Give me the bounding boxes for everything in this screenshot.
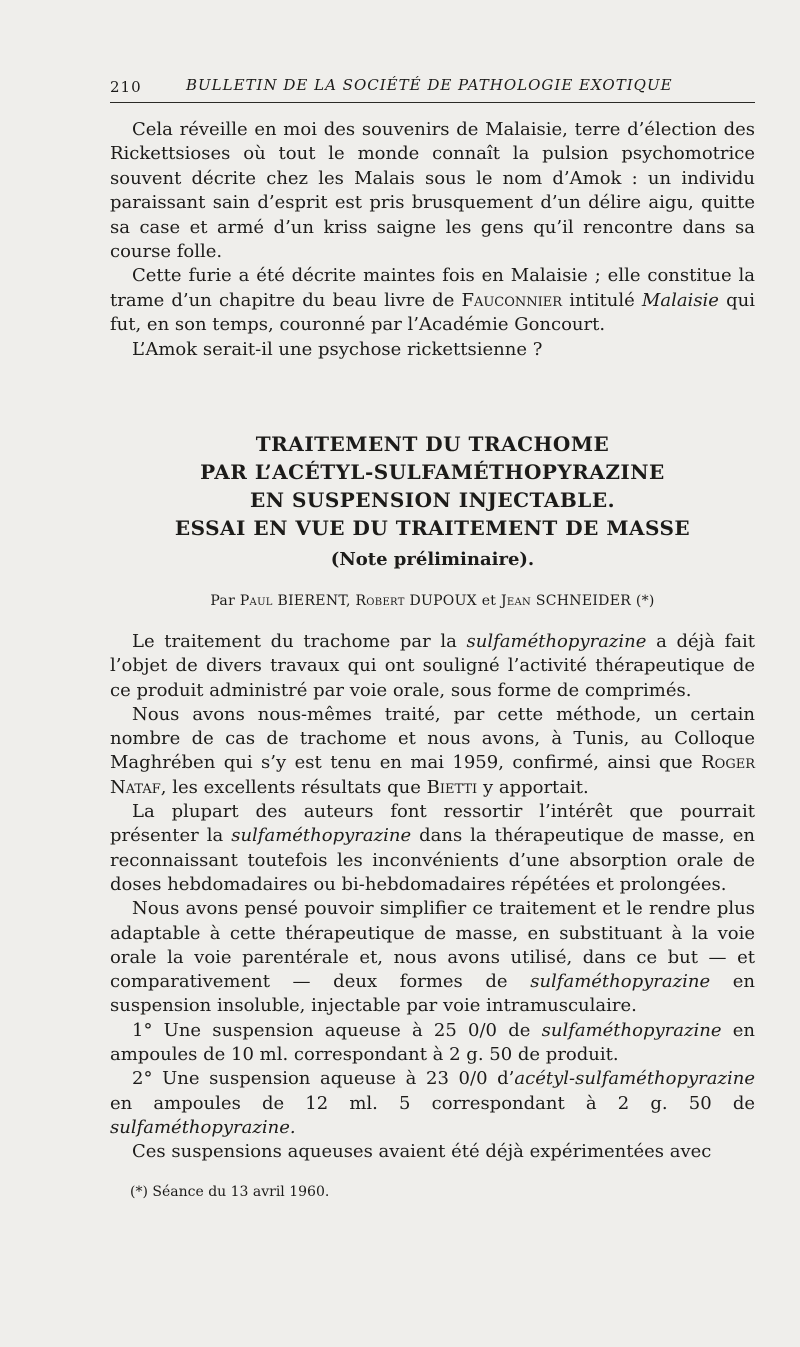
drug-name: sulfaméthopyrazine <box>541 1019 722 1041</box>
intro-section <box>110 118 755 362</box>
intro-paragraph-1: Cela réveille en moi des souvenirs de Malaisie, terre d’élection des Rickettsioses où tout le monde connaît la pulsion psychomotrice souvent décrite chez les Malais sous le nom d’Amok : un individu paraissant sain d’esprit est pris brusquement d’un délire aigu, quitte sa case et armé d’un kriss saigne les gens qu’il rencontre dans sa course folle. <box>110 119 755 263</box>
author-name: Roger Nataf, <box>110 752 755 798</box>
title-line: PAR L’ACÉTYL-SULFAMÉTHOPYRAZINE <box>200 460 665 484</box>
author-last-name: SCHNEIDER <box>535 593 632 609</box>
journal-title: BULLETIN DE LA SOCIÉTÉ DE PATHOLOGIE EXOTIQUE <box>186 76 673 94</box>
article-title <box>110 430 755 542</box>
drug-name: sulfaméthopyrazine <box>530 971 711 993</box>
book-title: Malaisie <box>641 289 719 311</box>
author-last-name: BIERENT, <box>277 593 351 609</box>
drug-name: sulfaméthopyrazine. <box>110 1116 296 1138</box>
article-note: (Note préliminaire). <box>330 549 535 570</box>
article-body <box>110 630 755 1165</box>
drug-name: sulfaméthopyrazine <box>231 825 412 847</box>
author-first-name: Jean <box>501 593 532 609</box>
byline: Par Paul BIERENT, Robert DUPOUX et Jean SCHNEIDER (*) <box>210 593 655 609</box>
page-number: 210 <box>110 78 142 96</box>
drug-name: acétyl-sulfaméthopyrazine <box>514 1068 755 1090</box>
author-name: Fauconnier <box>461 289 563 311</box>
author-first-name: Robert <box>355 593 405 609</box>
footnote-mark: (*) <box>635 593 655 609</box>
author-last-name: DUPOUX <box>409 593 477 609</box>
body-paragraph-3: La plupart des auteurs font ressortir l’intérêt que pourrait présenter la sulfaméthopyrazine dans la thérapeutique de masse, en reconnaissant toutefois les inconvénients d’une absorption orale de doses hebdomadaires ou bi-hebdomadaires répétées et prolongées. <box>110 801 755 895</box>
title-line: TRAITEMENT DU TRACHOME <box>255 432 610 456</box>
body-paragraph-5: 1° Une suspension aqueuse à 25 0/0 de sulfaméthopyrazine en ampoules de 10 ml. correspondant à 2 g. 50 de produit. <box>110 1019 755 1066</box>
title-line: EN SUSPENSION INJECTABLE. <box>249 488 616 512</box>
author-name: Bietti <box>426 776 478 798</box>
body-paragraph-4: Nous avons pensé pouvoir simplifier ce traitement et le rendre plus adaptable à cette thérapeutique de masse, en substituant à la voie orale la voie parentérale et, nous avons utilisé, dans ce but — et comparativement — deux formes de sulfaméthopyrazine en suspension insoluble, injectable par voie intramusculaire. <box>110 898 755 1017</box>
body-paragraph-1: Le traitement du trachome par la sulfaméthopyrazine a déjà fait l’objet de divers travaux qui ont souligné l’activité thérapeutique de ce produit administré par voie orale, sous forme de comprimés. <box>110 631 755 701</box>
header-rule <box>110 102 755 103</box>
author-first-name: Paul <box>239 593 273 609</box>
body-paragraph-7: Ces suspensions aqueuses avaient été déjà expérimentées avec <box>132 1141 712 1163</box>
running-head <box>110 76 755 98</box>
intro-paragraph-2: Cette furie a été décrite maintes fois en Malaisie ; elle constitue la trame d’un chapitre du beau livre de Fauconnier intitulé Malaisie qui fut, en son temps, couronné par l’Académie Goncourt. <box>110 265 755 336</box>
body-paragraph-2: Nous avons nous-mêmes traité, par cette méthode, un certain nombre de cas de trachome et nous avons, à Tunis, au Colloque Maghrében qui s’y est tenu en mai 1959, confirmé, ainsi que Roger Nataf, les excellents résultats que Bietti y apportait. <box>110 703 755 798</box>
footnote: (*) Séance du 13 avril 1960. <box>130 1184 330 1200</box>
drug-name: sulfaméthopyrazine <box>466 631 647 652</box>
title-line: ESSAI EN VUE DU TRAITEMENT DE MASSE <box>174 516 691 540</box>
body-paragraph-6: 2° Une suspension aqueuse à 23 0/0 d’acétyl-sulfaméthopyrazine en ampoules de 12 ml. 5 correspondant à 2 g. 50 de sulfaméthopyrazine. <box>110 1068 755 1138</box>
intro-paragraph-3: L’Amok serait-il une psychose rickettsienne ? <box>132 338 543 360</box>
